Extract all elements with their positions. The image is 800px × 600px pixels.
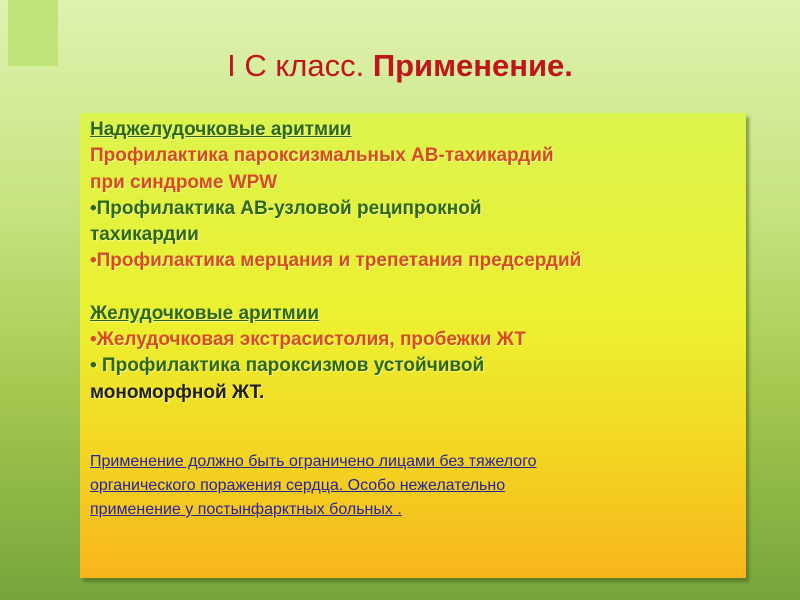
section-spacer xyxy=(90,275,746,301)
vt-line-1: • Профилактика пароксизмов устойчивой xyxy=(90,355,485,377)
section-spacer xyxy=(90,432,746,450)
af-line: •Профилактика мерцания и трепетания предсердий xyxy=(90,250,582,272)
section-spacer xyxy=(90,406,746,432)
content-box xyxy=(80,113,746,578)
ventricular-heading: Желудочковые аритмии xyxy=(90,302,320,324)
title-application-label: Применение. xyxy=(372,48,573,83)
pvc-line: •Желудочковая экстрасистолия, пробежки ЖТ xyxy=(90,329,526,351)
vt-line-2: мономорфной ЖТ. xyxy=(90,381,265,403)
note-line-1: Применение должно быть ограничено лицами без тяжелого xyxy=(90,452,537,470)
avnrt-line-1: •Профилактика АВ-узловой реципрокной xyxy=(90,197,482,219)
wpw-line-2: при синдроме WPW xyxy=(90,171,278,193)
avnrt-line-2: тахикардии xyxy=(90,224,199,246)
wpw-line-1: Профилактика пароксизмальных АВ-тахикардий xyxy=(90,145,554,167)
slide-title xyxy=(0,46,800,86)
title-class-label: I С класс. xyxy=(227,48,373,83)
note-line-3: применение у постынфарктных больных . xyxy=(90,500,402,518)
supraventricular-heading: Наджелудочковые аритмии xyxy=(90,119,352,140)
note-line-2: органического поражения сердца. Особо нежелательно xyxy=(90,476,506,494)
